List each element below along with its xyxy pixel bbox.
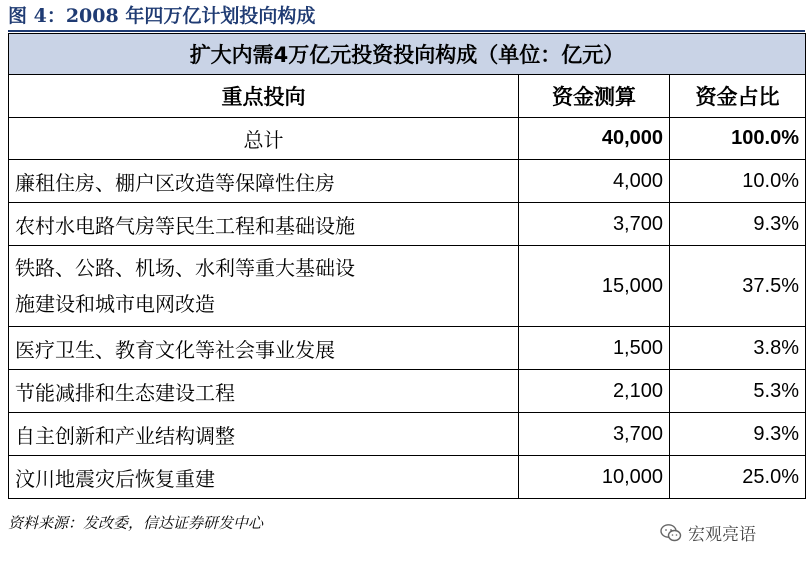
header-share: 资金占比 — [670, 75, 806, 118]
total-share: 100.0% — [670, 118, 806, 160]
table-row — [9, 370, 806, 413]
table-row — [9, 413, 806, 456]
row-amount: 3,700 — [519, 413, 670, 456]
row-label — [9, 246, 519, 327]
row-share: 37.5% — [670, 246, 806, 327]
total-row — [9, 118, 806, 160]
row-label: 廉租住房、棚户区改造等保障性住房 — [9, 160, 519, 203]
row-label: 节能减排和生态建设工程 — [9, 370, 519, 413]
row-label: 汶川地震灾后恢复重建 — [9, 456, 519, 499]
row-label: 农村水电路气房等民生工程和基础设施 — [9, 203, 519, 246]
table-row — [9, 246, 806, 327]
row-share: 3.8% — [670, 327, 806, 370]
total-label: 总计 — [9, 118, 519, 160]
row-share: 10.0% — [670, 160, 806, 203]
row-amount: 3,700 — [519, 203, 670, 246]
table-caption: 扩大内需4万亿元投资投向构成（单位：亿元） — [9, 34, 806, 75]
row-label-line-1: 铁路、公路、机场、水利等重大基础设 — [15, 256, 355, 280]
table-row — [9, 327, 806, 370]
row-amount: 15,000 — [519, 246, 670, 327]
title-divider — [8, 30, 805, 32]
row-amount: 4,000 — [519, 160, 670, 203]
row-amount: 2,100 — [519, 370, 670, 413]
row-label-line-2: 施建设和城市电网改造 — [15, 292, 215, 316]
row-share: 5.3% — [670, 370, 806, 413]
row-share: 25.0% — [670, 456, 806, 499]
table-row — [9, 203, 806, 246]
total-amount: 40,000 — [519, 118, 670, 160]
table-row — [9, 160, 806, 203]
wechat-icon — [660, 523, 682, 543]
row-amount: 1,500 — [519, 327, 670, 370]
header-focus: 重点投向 — [9, 75, 519, 118]
table-row — [9, 456, 806, 499]
row-share: 9.3% — [670, 203, 806, 246]
investment-table — [8, 33, 806, 499]
header-amount: 资金测算 — [519, 75, 670, 118]
row-share: 9.3% — [670, 413, 806, 456]
watermark-text: 宏观亮语 — [688, 525, 756, 545]
source-note: 资料来源：发改委，信达证券研发中心 — [8, 514, 264, 532]
row-label: 自主创新和产业结构调整 — [9, 413, 519, 456]
row-label: 医疗卫生、教育文化等社会事业发展 — [9, 327, 519, 370]
watermark — [660, 520, 756, 545]
row-amount: 10,000 — [519, 456, 670, 499]
figure-title: 图 4：2008 年四万亿计划投向构成 — [8, 5, 316, 27]
